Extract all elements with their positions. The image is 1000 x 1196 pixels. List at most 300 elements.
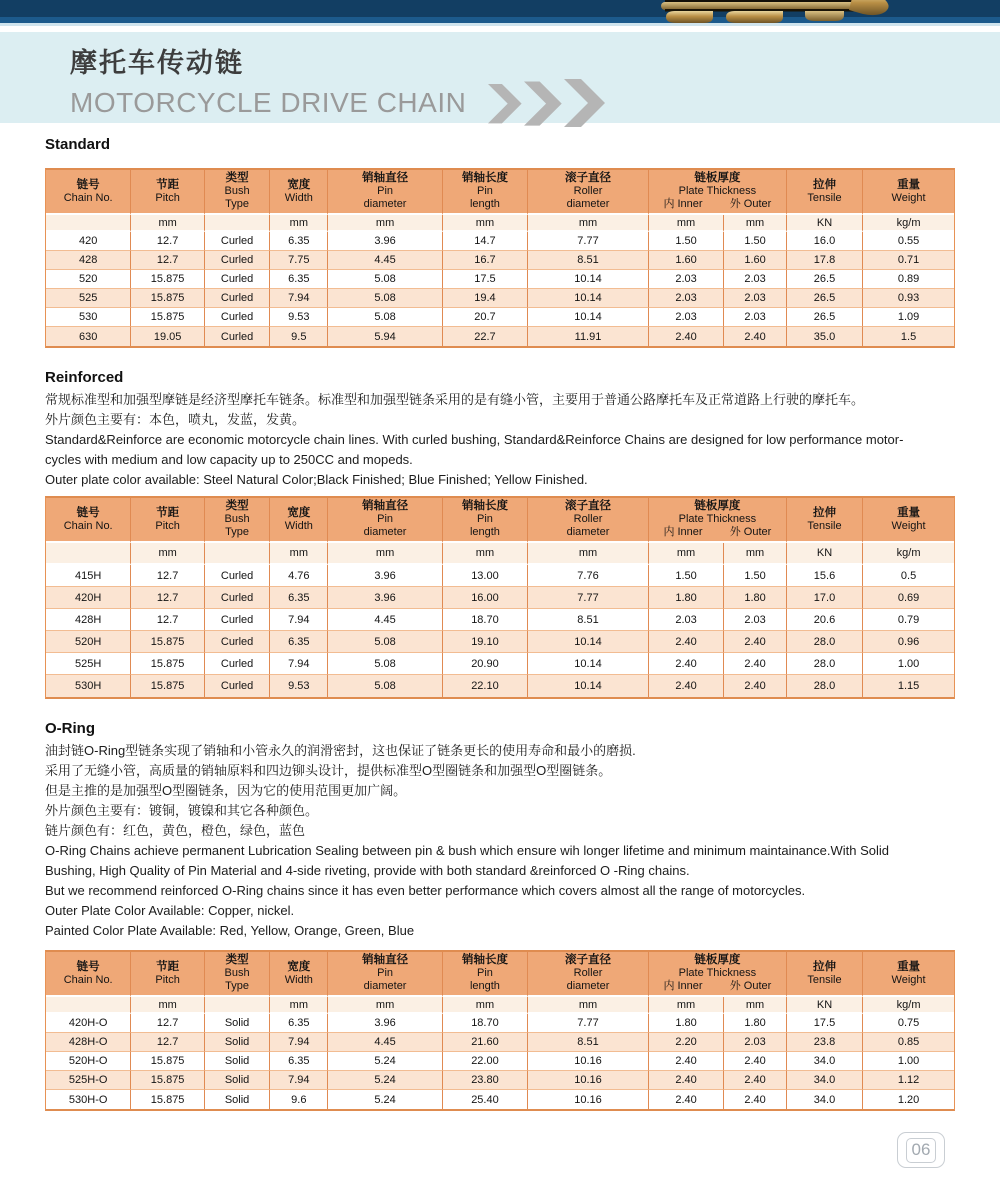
sub-label: 内 Inner xyxy=(663,526,703,538)
column-header xyxy=(46,952,131,997)
cell: 2.40 xyxy=(649,1090,724,1109)
cell: 6.35 xyxy=(270,1014,328,1033)
section-oring xyxy=(45,720,955,1111)
column-header-zh: 滚子直径 xyxy=(565,500,611,512)
cell: 15.875 xyxy=(131,1052,205,1071)
cell: Curled xyxy=(205,251,270,270)
column-header-en: Pitch xyxy=(155,519,180,532)
column-header-en: Weight xyxy=(891,973,926,986)
cell: 15.875 xyxy=(131,653,205,675)
cell: 10.14 xyxy=(528,270,649,289)
cell: 420H xyxy=(46,587,131,609)
cell: 3.96 xyxy=(328,587,442,609)
paragraph-line: Painted Color Plate Available: Red, Yellow, Orange, Green, Blue xyxy=(45,923,415,938)
table-row xyxy=(46,289,954,308)
cell: Solid xyxy=(205,1033,270,1052)
column-header xyxy=(787,952,863,997)
cell: 12.7 xyxy=(131,232,205,251)
table-row xyxy=(46,565,954,587)
cell: 630 xyxy=(46,327,131,346)
cell: 2.40 xyxy=(649,1071,724,1090)
cell: 4.76 xyxy=(270,565,328,587)
column-header-zh: 宽度 xyxy=(287,960,311,973)
cell: 4.45 xyxy=(328,1033,442,1052)
cell: 5.24 xyxy=(328,1090,442,1109)
unit-cell: mm xyxy=(649,215,724,232)
unit-cell xyxy=(46,543,131,565)
cell: 0.79 xyxy=(863,609,954,631)
column-header xyxy=(270,498,328,543)
paragraph-line: But we recommend reinforced O-Ring chains since it has even better performance which covers almost all the range of motorcycles. xyxy=(45,883,806,898)
unit-cell: mm xyxy=(328,543,442,565)
column-header-en: Chain No. xyxy=(63,973,113,986)
column-header-zh: 节距 xyxy=(156,960,180,973)
cell: 17.5 xyxy=(443,270,528,289)
cell: 18.70 xyxy=(443,1014,528,1033)
cell: 22.10 xyxy=(443,675,528,697)
unit-cell: mm xyxy=(270,543,328,565)
paragraph-line: Outer plate color available: Steel Natural Color;Black Finished; Blue Finished; Yellow Finished. xyxy=(45,472,588,487)
cell: 10.16 xyxy=(528,1071,649,1090)
top-bar xyxy=(0,0,1000,17)
section-heading: Reinforced xyxy=(45,369,124,386)
cell: 3.96 xyxy=(328,565,442,587)
cell: 2.20 xyxy=(649,1033,724,1052)
page-number-badge xyxy=(897,1132,945,1168)
section-paragraphs xyxy=(45,741,955,941)
column-header-zh: 销轴长度 xyxy=(461,954,508,966)
cell: 7.94 xyxy=(270,609,328,631)
paragraph-line: 常规标准型和加强型摩链是经济型摩托车链条。标准型和加强型链条采用的是有缝小管，主要用于普通公路摩托车及正常道路上行驶的摩托车。 xyxy=(45,392,865,407)
column-header-zh: 宽度 xyxy=(287,506,311,519)
column-header-en: Pin xyxy=(377,967,394,979)
column-header xyxy=(270,952,328,997)
cell: 1.00 xyxy=(863,653,954,675)
cell: 530 xyxy=(46,308,131,327)
cell: 6.35 xyxy=(270,270,328,289)
cell: 5.08 xyxy=(328,270,442,289)
paragraph-line: cycles with medium and low capacity up to 250CC and mopeds. xyxy=(45,452,413,467)
cell: 2.40 xyxy=(724,1071,787,1090)
cell: 4.45 xyxy=(328,609,442,631)
cell: 8.51 xyxy=(528,251,649,270)
cell: 420 xyxy=(46,232,131,251)
cell: 15.875 xyxy=(131,270,205,289)
cell: 428H-O xyxy=(46,1033,131,1052)
column-header-sub xyxy=(650,198,785,211)
cell: 5.08 xyxy=(328,653,442,675)
units-row xyxy=(46,215,954,232)
column-header xyxy=(863,952,954,997)
cell: 22.7 xyxy=(443,327,528,346)
cell: 9.5 xyxy=(270,327,328,346)
section-heading: Standard xyxy=(45,136,111,153)
column-header-en: diameter xyxy=(363,980,407,992)
column-header-en: Roller xyxy=(573,967,603,979)
column-header xyxy=(443,170,528,215)
cell: 10.16 xyxy=(528,1052,649,1071)
column-header-en: diameter xyxy=(566,526,610,538)
cell: 0.85 xyxy=(863,1033,954,1052)
column-header-en: Tensile xyxy=(807,973,842,986)
column-header xyxy=(205,952,270,997)
header-row xyxy=(46,170,954,215)
sub-label: 内 Inner xyxy=(663,198,703,210)
cell: 0.5 xyxy=(863,565,954,587)
column-header-en: Tensile xyxy=(807,191,842,204)
cell: 0.71 xyxy=(863,251,954,270)
cell: 2.40 xyxy=(724,1090,787,1109)
unit-cell: KN xyxy=(787,997,863,1014)
cell: 2.03 xyxy=(649,609,724,631)
cell: 15.875 xyxy=(131,1090,205,1109)
column-header-zh: 拉伸 xyxy=(813,506,836,519)
cell: 525 xyxy=(46,289,131,308)
cell: 12.7 xyxy=(131,1014,205,1033)
cell: 18.70 xyxy=(443,609,528,631)
column-header-en: Bush xyxy=(224,513,250,525)
unit-cell: mm xyxy=(724,215,787,232)
column-header-en: Chain No. xyxy=(63,519,113,532)
column-header-zh: 类型 xyxy=(225,954,249,966)
column-header-en: Roller xyxy=(573,513,603,525)
cell: 28.0 xyxy=(787,653,863,675)
page-number: 06 xyxy=(906,1138,937,1163)
table-row xyxy=(46,327,954,346)
cell: 525H xyxy=(46,653,131,675)
column-header-zh: 类型 xyxy=(225,500,249,512)
column-header-sub xyxy=(650,980,785,993)
column-header xyxy=(328,952,442,997)
column-header xyxy=(649,170,787,215)
spec-table xyxy=(45,496,955,699)
cell: 0.96 xyxy=(863,631,954,653)
cell: 5.08 xyxy=(328,675,442,697)
cell: Curled xyxy=(205,232,270,251)
cell: 21.60 xyxy=(443,1033,528,1052)
cell: 10.14 xyxy=(528,308,649,327)
cell: 2.03 xyxy=(724,289,787,308)
spec-table xyxy=(45,168,955,348)
units-row xyxy=(46,997,954,1014)
paragraph-line: Bushing, High Quality of Pin Material and 4-side riveting, provide with both standard &reinforced O -Ring chains. xyxy=(45,863,690,878)
cell: 0.75 xyxy=(863,1014,954,1033)
unit-cell: mm xyxy=(443,543,528,565)
page-title-en: MOTORCYCLE DRIVE CHAIN xyxy=(70,87,467,118)
cell: 6.35 xyxy=(270,1052,328,1071)
cell: 15.6 xyxy=(787,565,863,587)
cell: 15.875 xyxy=(131,675,205,697)
cell: 7.76 xyxy=(528,565,649,587)
cell: 2.03 xyxy=(724,609,787,631)
cell: 12.7 xyxy=(131,1033,205,1052)
cell: 0.93 xyxy=(863,289,954,308)
column-header-en: Width xyxy=(284,191,313,204)
cell: 19.4 xyxy=(443,289,528,308)
cell: 0.55 xyxy=(863,232,954,251)
table-row xyxy=(46,308,954,327)
table-row xyxy=(46,675,954,697)
cell: 1.09 xyxy=(863,308,954,327)
column-header-en: Plate Thickness xyxy=(678,513,757,525)
cell: 13.00 xyxy=(443,565,528,587)
cell: Curled xyxy=(205,653,270,675)
column-header-zh: 销轴直径 xyxy=(362,954,409,966)
cell: 2.40 xyxy=(649,631,724,653)
table-row xyxy=(46,1033,954,1052)
sub-label: 外 Outer xyxy=(729,980,772,992)
cell: 1.00 xyxy=(863,1052,954,1071)
cell: 530H xyxy=(46,675,131,697)
column-header xyxy=(328,498,442,543)
unit-cell: mm xyxy=(649,997,724,1014)
cell: 10.14 xyxy=(528,631,649,653)
unit-cell: mm xyxy=(131,543,205,565)
cell: 428 xyxy=(46,251,131,270)
column-header-zh: 拉伸 xyxy=(813,960,836,973)
column-header-zh: 类型 xyxy=(225,172,249,184)
cell: 26.5 xyxy=(787,270,863,289)
cell: 2.40 xyxy=(649,327,724,346)
cell: 9.53 xyxy=(270,308,328,327)
column-header-zh: 销轴长度 xyxy=(461,500,508,512)
unit-cell: mm xyxy=(131,215,205,232)
column-header-en: Width xyxy=(284,519,313,532)
cell: 20.7 xyxy=(443,308,528,327)
cell: 2.03 xyxy=(649,289,724,308)
column-header-en: Pin xyxy=(477,967,493,979)
cell: 22.00 xyxy=(443,1052,528,1071)
paragraph-line: 采用了无缝小管，高质量的销轴原料和四边铆头设计，提供标准型O型圈链条和加强型O型圈链条。 xyxy=(45,763,612,778)
column-header-en: Tensile xyxy=(807,519,842,532)
column-header xyxy=(443,952,528,997)
cell: 16.0 xyxy=(787,232,863,251)
cell: 26.5 xyxy=(787,289,863,308)
cell: Solid xyxy=(205,1014,270,1033)
cell: 1.50 xyxy=(724,232,787,251)
column-header-en: diameter xyxy=(363,526,407,538)
cell: 10.14 xyxy=(528,675,649,697)
paragraph-line: 链片颜色有：红色，黄色，橙色，绿色，蓝色 xyxy=(45,823,306,838)
paragraph-line: 但是主推的是加强型O型圈链条，因为它的使用范围更加广阔。 xyxy=(45,783,407,798)
unit-cell: kg/m xyxy=(863,215,954,232)
column-header-zh: 滚子直径 xyxy=(565,172,611,184)
column-header-en: Type xyxy=(225,198,249,210)
unit-cell: mm xyxy=(724,997,787,1014)
column-header xyxy=(787,170,863,215)
cell: 5.24 xyxy=(328,1071,442,1090)
unit-cell: mm xyxy=(649,543,724,565)
column-header-en: Bush xyxy=(224,967,250,979)
cell: 6.35 xyxy=(270,587,328,609)
cell: Curled xyxy=(205,308,270,327)
column-header-en: Weight xyxy=(891,519,926,532)
column-header xyxy=(131,498,205,543)
page-title-zh: 摩托车传动链 xyxy=(70,48,244,78)
cell: 26.5 xyxy=(787,308,863,327)
cell: 10.14 xyxy=(528,289,649,308)
column-header-zh: 链号 xyxy=(76,506,100,519)
unit-cell: mm xyxy=(724,543,787,565)
unit-cell: kg/m xyxy=(863,543,954,565)
cell: 35.0 xyxy=(787,327,863,346)
cell: Solid xyxy=(205,1090,270,1109)
cell: 2.03 xyxy=(724,1033,787,1052)
content xyxy=(0,136,1000,1111)
spec-table xyxy=(45,950,955,1111)
sub-label: 内 Inner xyxy=(663,980,703,992)
unit-cell: mm xyxy=(443,997,528,1014)
column-header-en: Type xyxy=(225,526,249,538)
column-header-zh: 滚子直径 xyxy=(565,954,611,966)
column-header xyxy=(205,170,270,215)
column-header-zh: 销轴长度 xyxy=(461,172,508,184)
cell: 1.20 xyxy=(863,1090,954,1109)
cell: 28.0 xyxy=(787,675,863,697)
unit-cell xyxy=(46,215,131,232)
table-row xyxy=(46,631,954,653)
column-header xyxy=(205,498,270,543)
column-header-en: Bush xyxy=(224,185,250,197)
cell: Curled xyxy=(205,289,270,308)
cell: 5.94 xyxy=(328,327,442,346)
column-header-en: Pin xyxy=(377,513,394,525)
column-header-zh: 链号 xyxy=(76,960,100,973)
unit-cell: KN xyxy=(787,215,863,232)
cell: 9.6 xyxy=(270,1090,328,1109)
column-header xyxy=(649,498,787,543)
cell: 6.35 xyxy=(270,232,328,251)
column-header xyxy=(270,170,328,215)
cell: 1.80 xyxy=(649,587,724,609)
cell: 1.50 xyxy=(649,565,724,587)
column-header-en: Pin xyxy=(477,513,493,525)
column-header-en: Weight xyxy=(891,191,926,204)
column-header-en: length xyxy=(469,526,500,538)
column-header-zh: 重量 xyxy=(897,178,921,191)
cell: 525H-O xyxy=(46,1071,131,1090)
cell: 15.875 xyxy=(131,289,205,308)
cell: 23.8 xyxy=(787,1033,863,1052)
cell: 1.50 xyxy=(649,232,724,251)
cell: 7.94 xyxy=(270,1033,328,1052)
cell: 20.90 xyxy=(443,653,528,675)
column-header xyxy=(528,498,649,543)
cell: 2.03 xyxy=(649,308,724,327)
table-row xyxy=(46,251,954,270)
table-row xyxy=(46,232,954,251)
cell: 530H-O xyxy=(46,1090,131,1109)
column-header-zh: 链号 xyxy=(76,178,100,191)
cell: 17.5 xyxy=(787,1014,863,1033)
section-reinforced xyxy=(45,369,955,699)
cell: 1.60 xyxy=(724,251,787,270)
paragraph-line: Standard&Reinforce are economic motorcycle chain lines. With curled bushing, Standard&Reinforce Chains are designed for low performance motor- xyxy=(45,432,904,447)
cell: 1.80 xyxy=(724,1014,787,1033)
page-header xyxy=(0,0,1000,123)
column-header-zh: 销轴直径 xyxy=(362,500,409,512)
cell: 34.0 xyxy=(787,1052,863,1071)
unit-cell: KN xyxy=(787,543,863,565)
column-header-en: Pitch xyxy=(155,973,180,986)
unit-cell: mm xyxy=(443,215,528,232)
cell: Solid xyxy=(205,1071,270,1090)
unit-cell: mm xyxy=(528,215,649,232)
column-header xyxy=(528,170,649,215)
column-header xyxy=(787,498,863,543)
column-header-en: diameter xyxy=(566,980,610,992)
cell: 7.94 xyxy=(270,289,328,308)
cell: 1.12 xyxy=(863,1071,954,1090)
paragraph-line: Outer Plate Color Available: Copper, nickel. xyxy=(45,903,295,918)
cell: Curled xyxy=(205,565,270,587)
cell: 12.7 xyxy=(131,587,205,609)
unit-cell xyxy=(205,997,270,1014)
unit-cell: mm xyxy=(528,997,649,1014)
section-paragraphs xyxy=(45,390,955,490)
unit-cell xyxy=(205,543,270,565)
header-row xyxy=(46,498,954,543)
column-header xyxy=(46,170,131,215)
cell: 19.10 xyxy=(443,631,528,653)
unit-cell: mm xyxy=(270,215,328,232)
column-header xyxy=(131,952,205,997)
cell: 25.40 xyxy=(443,1090,528,1109)
column-header-zh: 重量 xyxy=(897,960,921,973)
unit-cell: mm xyxy=(270,997,328,1014)
chain-photo xyxy=(635,0,905,23)
cell: 14.7 xyxy=(443,232,528,251)
column-header xyxy=(649,952,787,997)
table-row xyxy=(46,1052,954,1071)
cell: 2.40 xyxy=(724,653,787,675)
cell: 7.77 xyxy=(528,232,649,251)
column-header xyxy=(443,498,528,543)
cell: 3.96 xyxy=(328,1014,442,1033)
cell: 9.53 xyxy=(270,675,328,697)
unit-cell: mm xyxy=(131,997,205,1014)
section-standard xyxy=(45,136,955,348)
cell: 2.40 xyxy=(649,653,724,675)
column-header-zh: 链板厚度 xyxy=(694,954,741,966)
cell: 15.875 xyxy=(131,308,205,327)
cell: 15.875 xyxy=(131,1071,205,1090)
cell: 10.14 xyxy=(528,653,649,675)
column-header-zh: 销轴直径 xyxy=(362,172,409,184)
column-header-en: diameter xyxy=(363,198,407,210)
column-header xyxy=(328,170,442,215)
cell: 34.0 xyxy=(787,1090,863,1109)
cell: 6.35 xyxy=(270,631,328,653)
units-row xyxy=(46,543,954,565)
title-band xyxy=(0,32,1000,123)
column-header-en: Pin xyxy=(377,185,394,197)
column-header-en: length xyxy=(469,198,500,210)
column-header xyxy=(528,952,649,997)
column-header-sub xyxy=(650,526,785,539)
cell: 19.05 xyxy=(131,327,205,346)
unit-cell: mm xyxy=(328,997,442,1014)
cell: 428H xyxy=(46,609,131,631)
cell: 2.40 xyxy=(724,1052,787,1071)
cell: 1.80 xyxy=(649,1014,724,1033)
cell: 2.40 xyxy=(649,675,724,697)
cell: 15.875 xyxy=(131,631,205,653)
chevrons-icon xyxy=(488,79,614,127)
column-header-zh: 节距 xyxy=(156,506,180,519)
cell: 34.0 xyxy=(787,1071,863,1090)
column-header-en: Type xyxy=(225,980,249,992)
